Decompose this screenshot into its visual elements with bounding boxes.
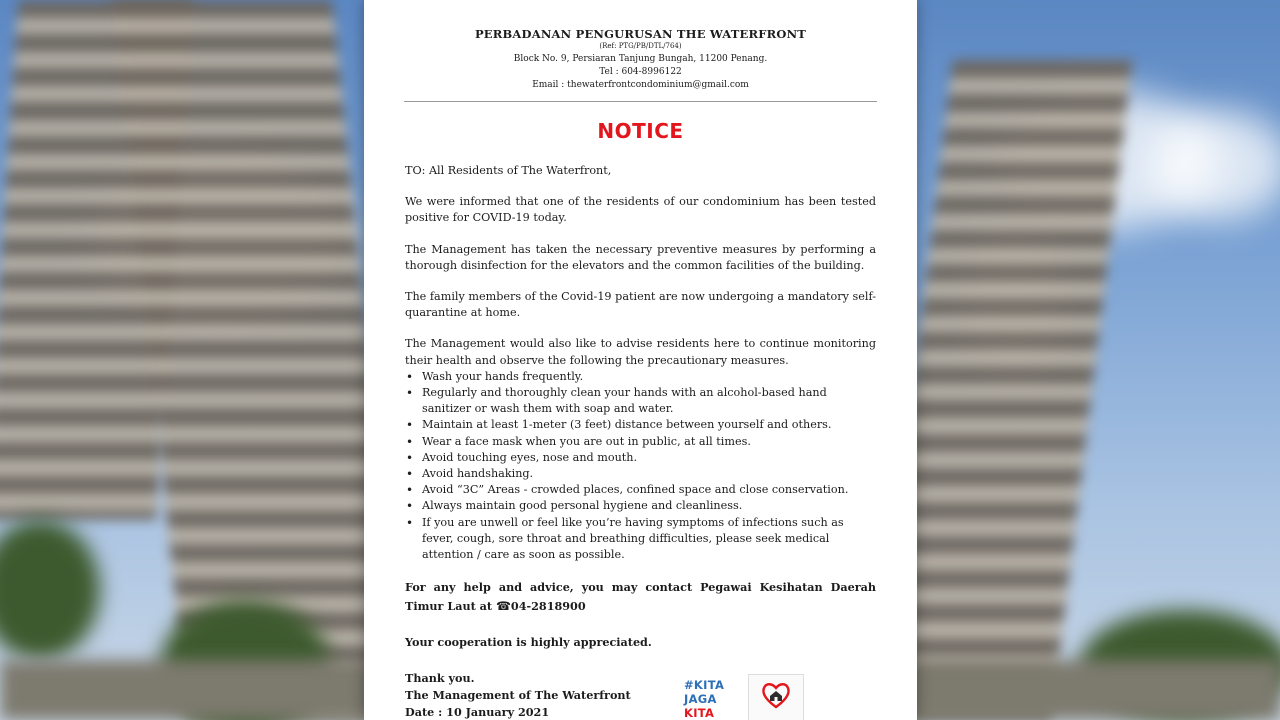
kita-logo-line: KITA	[684, 706, 715, 720]
organization-name: PERBADANAN PENGURUSAN THE WATERFRONT	[474, 27, 807, 41]
header-divider	[404, 101, 877, 102]
paragraph: The family members of the Covid-19 patient are now undergoing a mandatory self-quarantine at home.	[405, 290, 876, 320]
kita-logo-line: JAGA	[684, 692, 717, 706]
addressee: TO: All Residents of The Waterfront,	[405, 164, 612, 177]
notice-title: NOTICE	[597, 119, 684, 143]
health-ministry-heart-house-logo	[748, 674, 804, 720]
reference-number: (Ref: PTG/PB/DTL/764)	[599, 42, 682, 50]
letterhead	[364, 0, 917, 92]
list-item: • Wear a face mask when you are out in public, at all times.	[422, 434, 876, 450]
list-item: • Always maintain good personal hygiene and cleanliness.	[422, 498, 876, 514]
precaution-list	[405, 369, 876, 563]
kita-logo-line: #KITA	[684, 678, 725, 692]
cooperation-line: Your cooperation is highly appreciated.	[405, 635, 652, 650]
notice-body	[405, 163, 876, 720]
list-item: • If you are unwell or feel like you’re having symptoms of infections such as fever, cough, sore throat and breathing difficulties, please seek medical attention / care as soon as possible.	[422, 515, 876, 564]
signature: The Management of The Waterfront	[405, 688, 631, 703]
telephone: Tel : 604-8996122	[599, 67, 682, 77]
kita-jaga-kita-logo	[684, 678, 728, 720]
telephone-icon: ☎	[495, 599, 511, 614]
list-item: • Regularly and thoroughly clean your hands with an alcohol-based hand sanitizer or wash them with soap and water.	[422, 385, 876, 417]
cloud	[1150, 110, 1280, 220]
paragraph: The Management would also like to advise residents here to continue monitoring their health and observe the following the precautionary measures.	[405, 337, 876, 367]
email: Email : thewaterfrontcondominium@gmail.com	[532, 80, 749, 90]
contact-text: For any help and advice, you may contact Pegawai Kesihatan Daerah Timur Laut at	[405, 580, 876, 614]
contact-phone: 04-2818900	[510, 599, 586, 614]
list-item: • Avoid touching eyes, nose and mouth.	[422, 450, 876, 466]
heart-house-icon	[761, 681, 791, 709]
thank-you: Thank you.	[405, 671, 475, 686]
tree	[0, 520, 100, 660]
contact-paragraph	[405, 578, 876, 616]
list-item: • Maintain at least 1-meter (3 feet) distance between yourself and others.	[422, 417, 876, 433]
list-item: • Avoid handshaking.	[422, 466, 876, 482]
notice-document	[364, 0, 917, 720]
date: Date : 10 January 2021	[405, 705, 550, 720]
paragraph: The Management has taken the necessary preventive measures by performing a thorough disinfection for the elevators and the common facilities of the building.	[405, 242, 876, 272]
address: Block No. 9, Persiaran Tanjung Bungah, 11200 Penang.	[513, 54, 768, 64]
paragraph: We were informed that one of the residents of our condominium has been tested positive for COVID-19 today.	[405, 195, 876, 225]
list-item: • Avoid “3C” Areas - crowded places, confined space and close conservation.	[422, 482, 876, 498]
list-item: • Wash your hands frequently.	[422, 369, 876, 385]
